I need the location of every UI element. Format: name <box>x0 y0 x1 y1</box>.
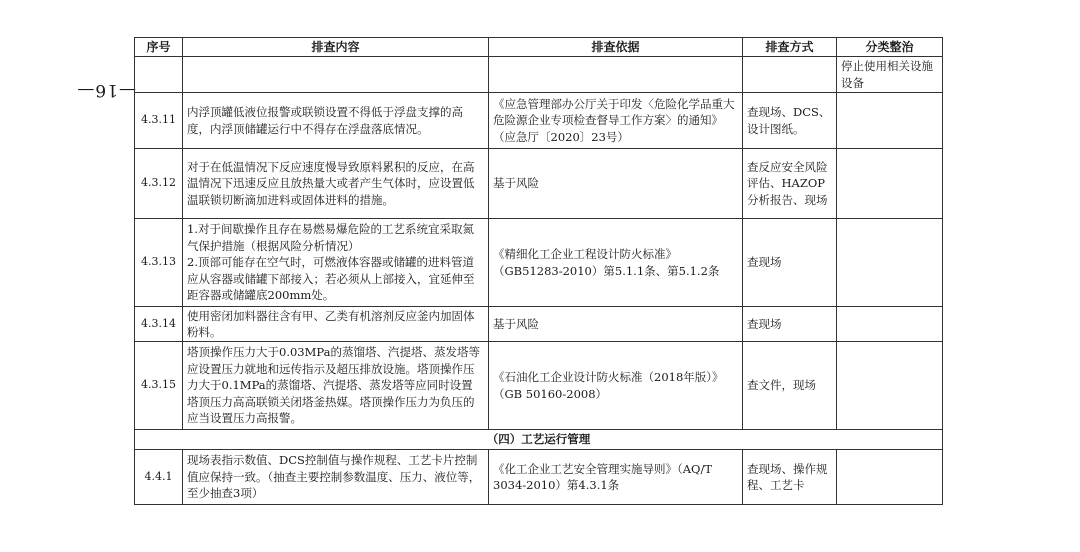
page-number: —16— <box>76 80 136 100</box>
header-basis: 排查依据 <box>489 38 743 57</box>
row-method <box>743 57 837 93</box>
inspection-table <box>134 37 943 505</box>
row-basis <box>489 57 743 93</box>
row-content: 现场表指示数值、DCS控制值与操作规程、工艺卡片控制值应保持一致。（抽查主要控制参数温度、压力、液位等，至少抽查3项） <box>183 450 489 505</box>
row-basis: 基于风险 <box>489 149 743 219</box>
row-rectification <box>837 342 943 430</box>
row-basis: 《化工企业工艺安全管理实施导则》（AQ/T 3034-2010）第4.3.1条 <box>489 450 743 505</box>
table-row <box>135 93 943 149</box>
table-row <box>135 342 943 430</box>
row-number <box>135 57 183 93</box>
table-row <box>135 149 943 219</box>
row-content: 使用密闭加料器往含有甲、乙类有机溶剂反应釜内加固体粉料。 <box>183 307 489 342</box>
row-method: 查现场、操作规程、工艺卡 <box>743 450 837 505</box>
row-basis: 基于风险 <box>489 307 743 342</box>
table-row <box>135 219 943 307</box>
row-basis: 《石油化工企业设计防火标准（2018年版）》（GB 50160-2008） <box>489 342 743 430</box>
row-method: 查现场、DCS、设计图纸。 <box>743 93 837 149</box>
row-rectification <box>837 149 943 219</box>
header-method: 排查方式 <box>743 38 837 57</box>
row-basis: 《应急管理部办公厅关于印发〈危险化学品重大危险源企业专项检查督导工作方案〉的通知》（应急厅〔2020〕23号） <box>489 93 743 149</box>
header-content: 排查内容 <box>183 38 489 57</box>
table-row <box>135 307 943 342</box>
row-content: 1.对于间歇操作且存在易燃易爆危险的工艺系统宜采取氮气保护措施（根据风险分析情况） 2.顶部可能存在空气时，可燃液体容器或储罐的进料管道应从容器或储罐下部接入；若必须从上部接入，宜延伸至距容器或储罐底200mm处。 <box>183 219 489 307</box>
table-row <box>135 450 943 505</box>
row-content: 塔顶操作压力大于0.03MPa的蒸馏塔、汽提塔、蒸发塔等应设置压力就地和远传指示及超压排放设施。塔顶操作压力大于0.1MPa的蒸馏塔、汽提塔、蒸发塔等应同时设置塔顶压力高高联锁关闭塔釜热媒。塔顶操作压力为负压的应当设置压力高报警。 <box>183 342 489 430</box>
row-rectification: 停止使用相关设施设备 <box>837 57 943 93</box>
row-number: 4.4.1 <box>135 450 183 505</box>
row-content: 内浮顶罐低液位报警或联锁设置不得低于浮盘支撑的高度，内浮顶储罐运行中不得存在浮盘落底情况。 <box>183 93 489 149</box>
header-seq: 序号 <box>135 38 183 57</box>
row-rectification <box>837 307 943 342</box>
section-title: （四）工艺运行管理 <box>135 430 943 450</box>
row-content: 对于在低温情况下反应速度慢导致原料累积的反应，在高温情况下迅速反应且放热量大或者产生气体时，应设置低温联锁切断滴加进料或固体进料的措施。 <box>183 149 489 219</box>
row-method: 查反应安全风险评估、HAZOP分析报告、现场 <box>743 149 837 219</box>
table-row <box>135 57 943 93</box>
row-rectification <box>837 219 943 307</box>
row-number: 4.3.15 <box>135 342 183 430</box>
row-basis: 《精细化工企业工程设计防火标准》（GB51283-2010）第5.1.1条、第5.1.2条 <box>489 219 743 307</box>
row-content <box>183 57 489 93</box>
section-row <box>135 430 943 450</box>
header-rectification: 分类整治 <box>837 38 943 57</box>
row-rectification <box>837 93 943 149</box>
row-number: 4.3.13 <box>135 219 183 307</box>
row-number: 4.3.11 <box>135 93 183 149</box>
row-number: 4.3.12 <box>135 149 183 219</box>
row-method: 查文件，现场 <box>743 342 837 430</box>
row-rectification <box>837 450 943 505</box>
header-row <box>135 38 943 57</box>
row-method: 查现场 <box>743 219 837 307</box>
row-number: 4.3.14 <box>135 307 183 342</box>
row-method: 查现场 <box>743 307 837 342</box>
